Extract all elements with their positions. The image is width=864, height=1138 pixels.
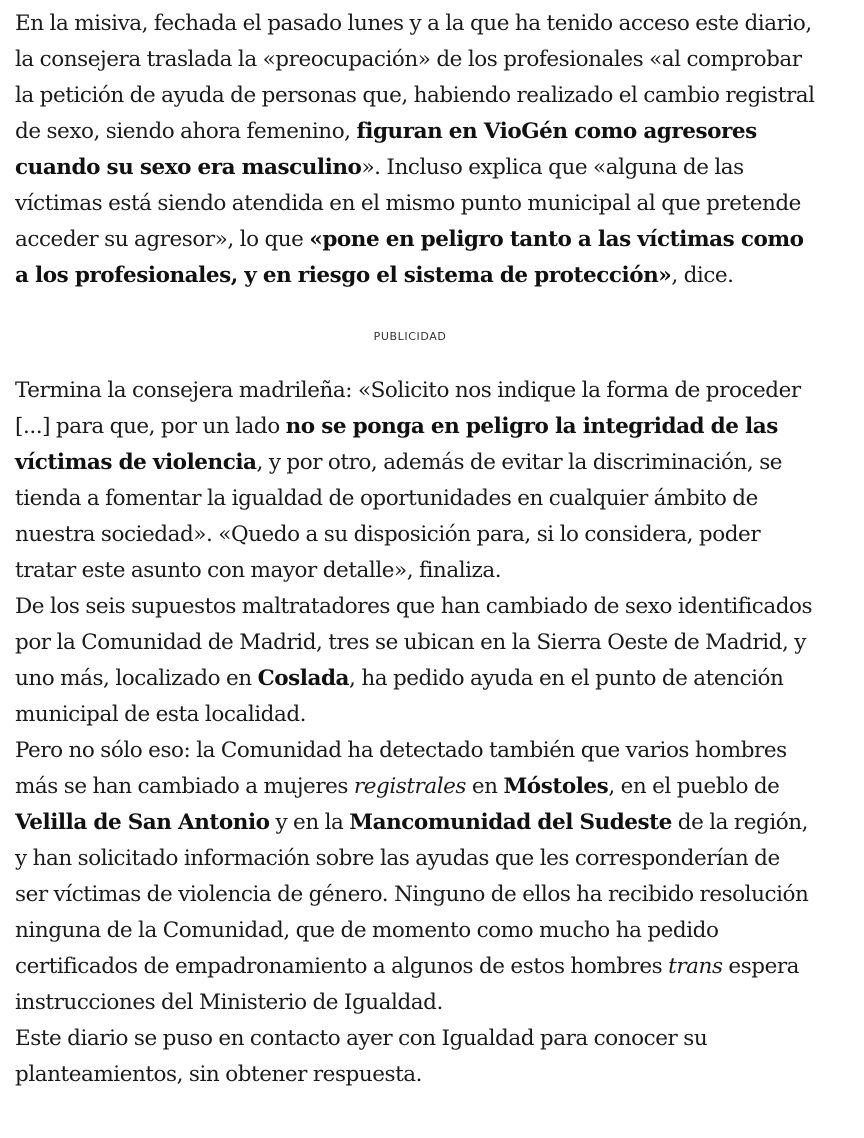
bold-text: no se ponga en peligro la integridad de las víctimas de violencia	[15, 414, 778, 475]
text-segment: , ha pedido ayuda en el punto de atención municipal de esta localidad.	[15, 666, 784, 727]
text-segment: Pero no sólo eso: la Comunidad ha detectado también que varios hombres más se han cambiado a mujeres	[15, 738, 787, 799]
text-segment: , en el pueblo de	[608, 774, 780, 799]
text-segment: En la misiva, fechada el pasado lunes y a la que ha tenido acceso este diario, la consejera traslada la «preocupación» de los profesionales «al comprobar la petición de ayuda de personas que, habiendo realizado el cambio registral de sexo, siendo ahora femenino,	[15, 11, 815, 144]
bold-text: Velilla de San Antonio	[15, 810, 270, 835]
text-segment: De los seis supuestos maltratadores que han cambiado de sexo identificados por la Comunidad de Madrid, tres se ubican en la Sierra Oeste de Madrid, y uno más, localizado en	[15, 594, 813, 691]
paragraph-no-response	[15, 1021, 815, 1093]
bold-text: «pone en peligro tanto a las víctimas como a los profesionales, y en riesgo el sistema de protección»	[15, 227, 804, 288]
text-segment: , dice.	[671, 263, 734, 288]
bold-text: Coslada	[257, 666, 350, 691]
paragraph-other-municipalities	[15, 733, 815, 1021]
bold-text: Mancomunidad del Sudeste	[349, 810, 672, 835]
italic-text: registrales	[353, 774, 466, 799]
article-body	[15, 6, 815, 1093]
bold-text: Móstoles	[503, 774, 609, 799]
text-segment: y en la	[269, 810, 350, 835]
text-segment: espera instrucciones del Ministerio de Igualdad.	[15, 954, 800, 1015]
italic-text: trans	[668, 954, 723, 979]
text-segment: Este diario se puso en contacto ayer con Igualdad para conocer su planteamientos, sin obtener respuesta.	[15, 1026, 708, 1087]
paragraph-consejera-request	[15, 373, 815, 589]
paragraph-letter-concern	[15, 6, 815, 294]
bold-text: figuran en VioGén como agresores cuando su sexo era masculino	[15, 119, 757, 180]
text-segment: , y por otro, además de evitar la discriminación, se tienda a fomentar la igualdad de oportunidades en cualquier ámbito de nuestra sociedad». «Quedo a su disposición para, si lo considera, poder tratar este asunto con mayor detalle», finaliza.	[15, 450, 783, 583]
text-segment: Termina la consejera madrileña: «Solicito nos indique la forma de proceder [...] para que, por un lado	[15, 378, 801, 439]
text-segment: en	[466, 774, 504, 799]
advertising-label: PUBLICIDAD	[373, 330, 447, 343]
text-segment: ». Incluso explica que «alguna de las víctimas está siendo atendida en el mismo punto municipal al que pretende acceder su agresor», lo que	[15, 155, 801, 252]
text-segment: de la región, y han solicitado información sobre las ayudas que les corresponderían de ser víctimas de violencia de género. Ninguno de ellos ha recibido resolución ninguna de la Comunidad, que de momento como mucho ha pedido certificados de empadronamiento a algunos de estos hombres	[15, 810, 809, 979]
paragraph-six-aggressors	[15, 589, 815, 733]
